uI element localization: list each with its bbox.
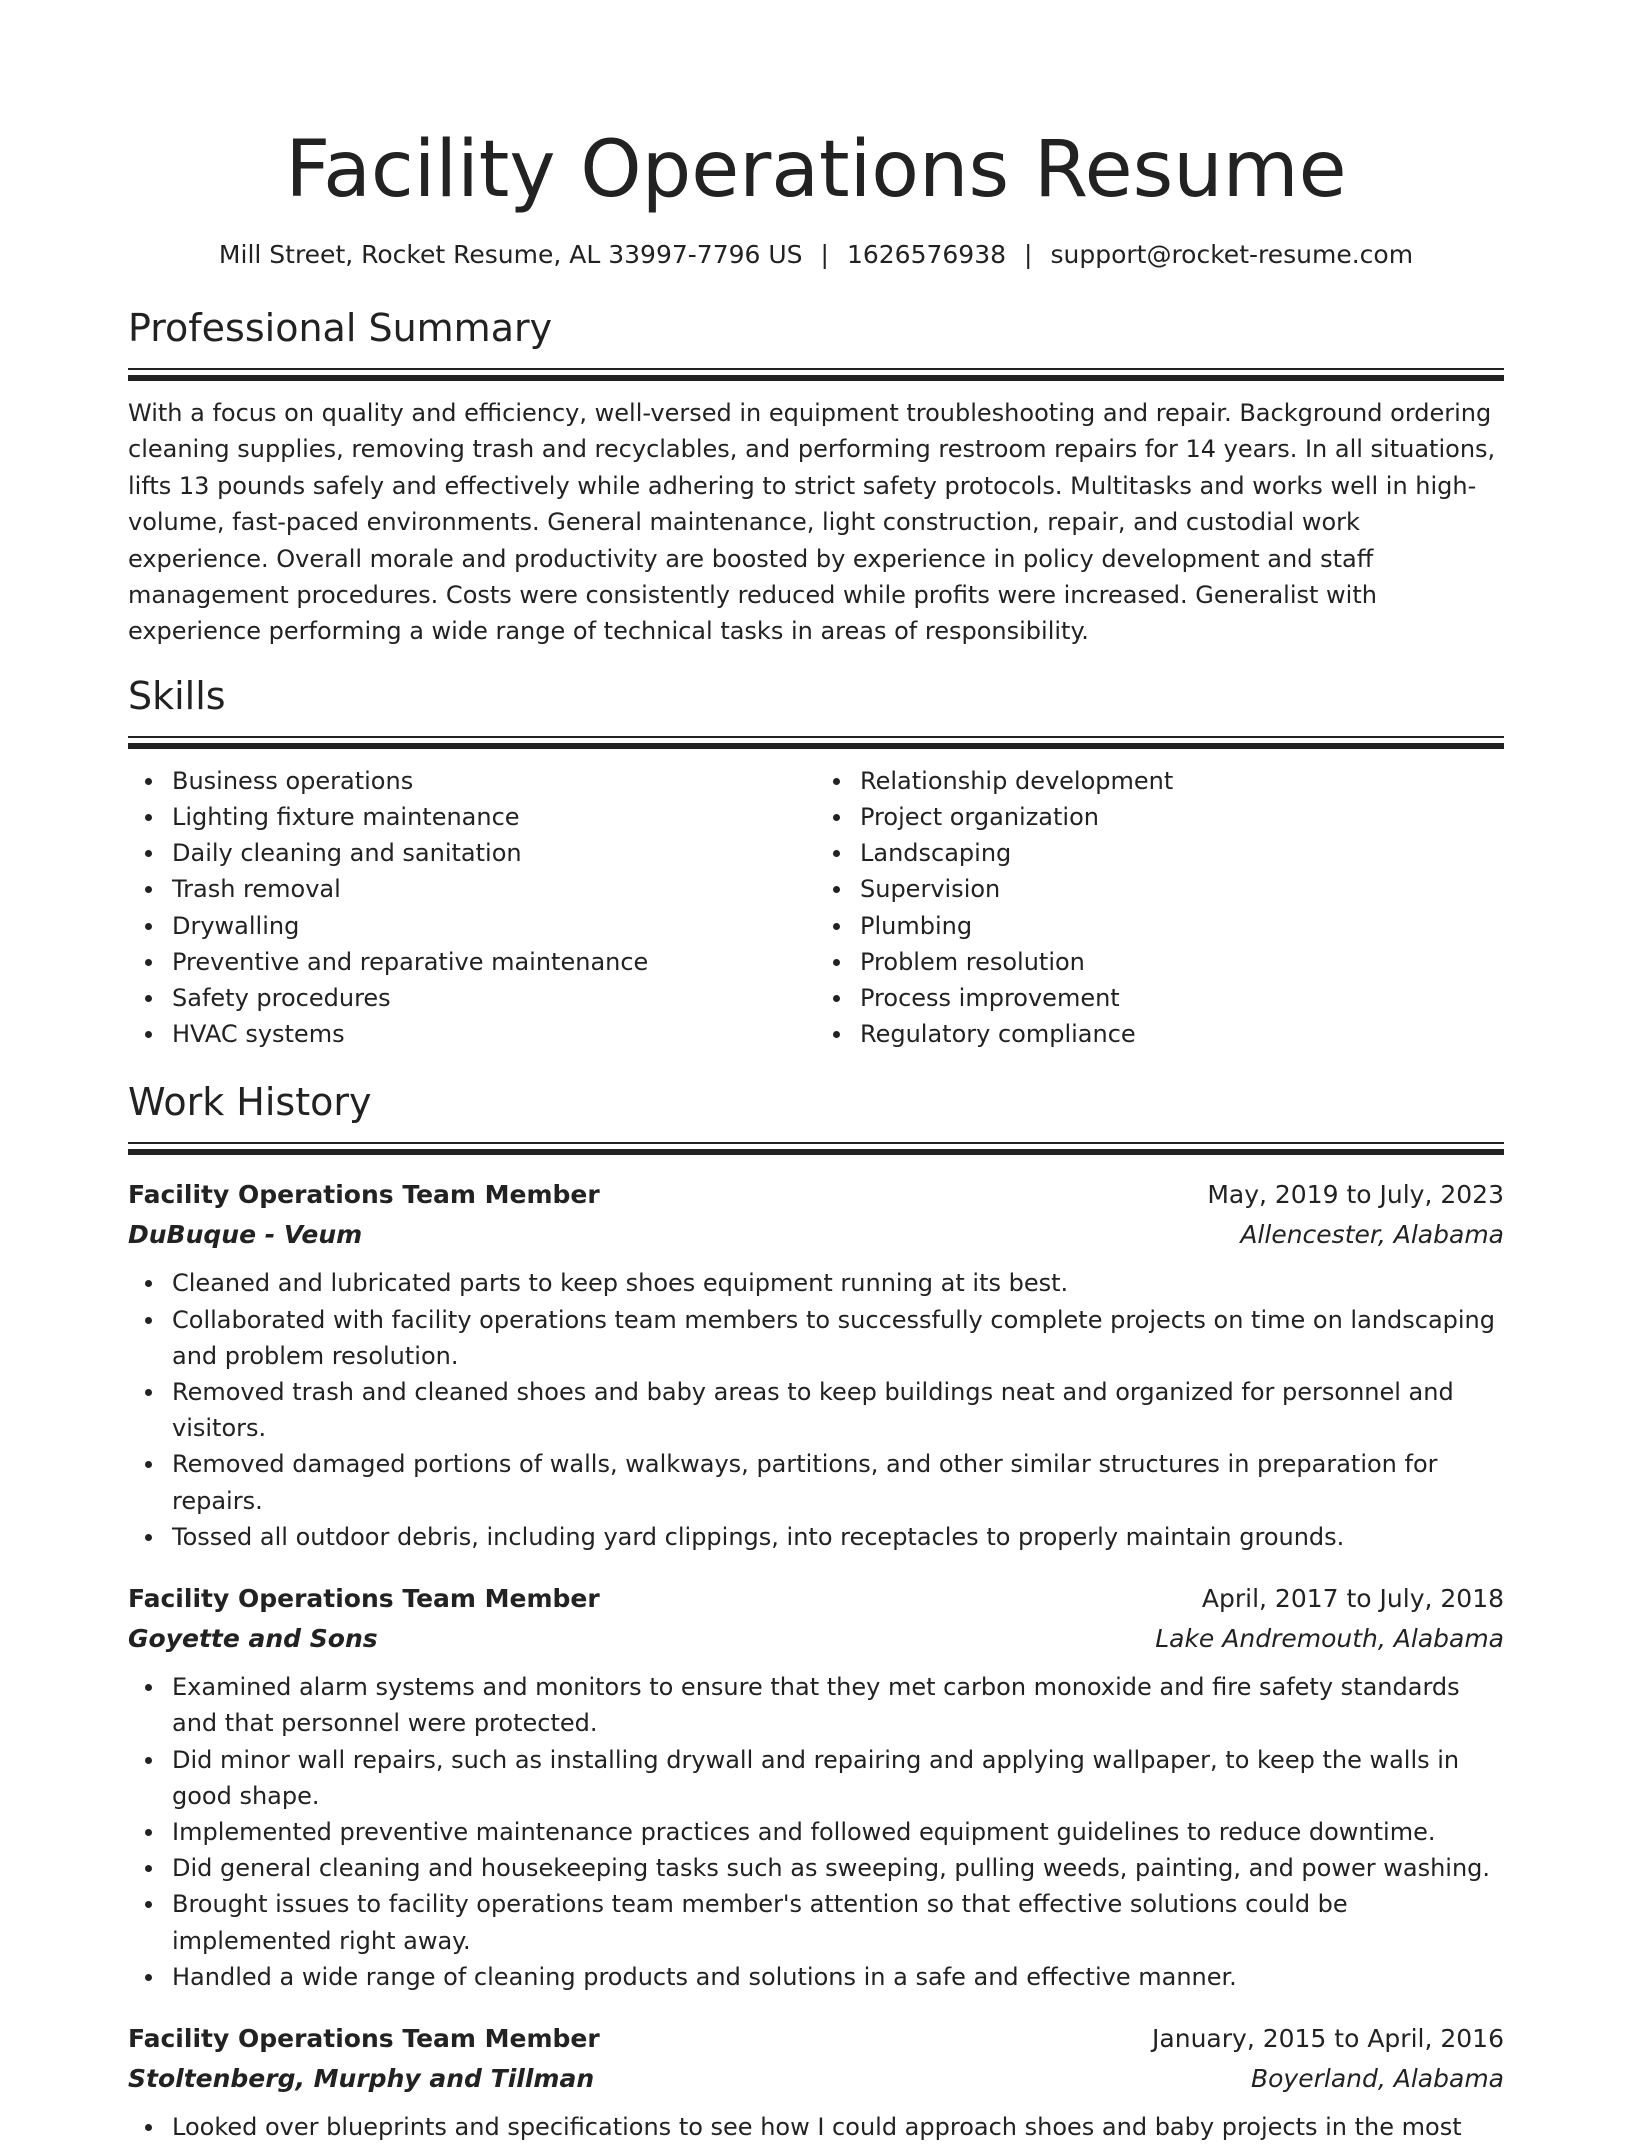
section-heading-summary: Professional Summary	[128, 306, 553, 350]
job-bullet: Did minor wall repairs, such as installing drywall and repairing and applying wallpaper, to keep the walls in good shape.	[172, 1742, 1504, 1814]
skill-item: Lighting fixture maintenance	[172, 799, 816, 835]
contact-line	[128, 238, 1504, 272]
job-title: Facility Operations Team Member	[128, 1584, 600, 1614]
job-entry	[128, 1175, 1504, 1555]
job-location: Lake Andremouth, Alabama	[1155, 1624, 1504, 1654]
section-rule	[128, 368, 1504, 381]
job-header-row	[128, 2019, 1504, 2059]
job-company-row	[128, 1619, 1504, 1659]
job-company-row	[128, 1215, 1504, 1255]
job-bullet: Looked over blueprints and specifications to see how I could approach shoes and baby projects in the most	[172, 2109, 1504, 2145]
job-company: Stoltenberg, Murphy and Tillman	[128, 2063, 595, 2093]
contact-address: Mill Street, Rocket Resume, AL 33997-7796 US	[218, 240, 803, 269]
job-bullet: Removed damaged portions of walls, walkways, partitions, and other similar structures in preparation for repairs.	[172, 1446, 1504, 1518]
job-bullets	[128, 1669, 1504, 1995]
job-bullet: Implemented preventive maintenance practices and followed equipment guidelines to reduce downtime.	[172, 1814, 1504, 1850]
section-heading-work: Work History	[128, 1080, 372, 1125]
job-location: Allencester, Alabama	[1240, 1220, 1504, 1250]
skill-item: Regulatory compliance	[860, 1016, 1504, 1052]
skill-item: Trash removal	[172, 871, 816, 907]
job-title: Facility Operations Team Member	[128, 2023, 600, 2053]
resume-page	[128, 120, 1504, 2145]
skill-item: Supervision	[860, 871, 1504, 907]
skill-item: Drywalling	[172, 908, 816, 944]
job-bullet: Did general cleaning and housekeeping tasks such as sweeping, pulling weeds, painting, and power washing.	[172, 1850, 1504, 1886]
job-dates: April, 2017 to July, 2018	[1201, 1584, 1504, 1614]
contact-phone: 1626576938	[846, 240, 1007, 269]
skill-item: Business operations	[172, 763, 816, 799]
contact-email: support@rocket-resume.com	[1050, 240, 1414, 269]
skill-item: Problem resolution	[860, 944, 1504, 980]
skill-item: Project organization	[860, 799, 1504, 835]
skills-list-left	[128, 763, 816, 1053]
skill-item: Plumbing	[860, 908, 1504, 944]
summary-text: With a focus on quality and efficiency, well-versed in equipment troubleshooting and repair. Background ordering cleaning supplies, removing trash and recyclables, and performing restroom repairs for 14 years. In all situations, lifts 13 pounds safely and effectively while adhering to strict safety protocols. Multitasks and works well in high-volume, fast-paced environments. General maintenance, light construction, repair, and custodial work experience. Overall morale and productivity are boosted by experience in policy development and staff management procedures. Costs were consistently reduced while profits were increased. Generalist with experience performing a wide range of technical tasks in areas of responsibility.	[128, 399, 1496, 646]
job-title: Facility Operations Team Member	[128, 1180, 600, 1210]
contact-separator: |	[1024, 240, 1033, 269]
job-header-row	[128, 1175, 1504, 1215]
job-bullet: Brought issues to facility operations team member's attention so that effective solutions could be implemented right away.	[172, 1886, 1504, 1958]
job-dates: May, 2019 to July, 2023	[1207, 1180, 1504, 1210]
job-header-row	[128, 1579, 1504, 1619]
skill-item: Daily cleaning and sanitation	[172, 835, 816, 871]
job-bullet: Handled a wide range of cleaning products and solutions in a safe and effective manner.	[172, 1959, 1504, 1995]
skills-section	[128, 672, 1504, 1053]
skills-columns	[128, 763, 1504, 1053]
job-dates: January, 2015 to April, 2016	[1152, 2023, 1504, 2053]
summary-section	[128, 304, 1504, 650]
skill-item: Process improvement	[860, 980, 1504, 1016]
job-list	[128, 1175, 1504, 2145]
job-bullet: Removed trash and cleaned shoes and baby areas to keep buildings neat and organized for personnel and visitors.	[172, 1374, 1504, 1446]
skills-list-right	[816, 763, 1504, 1053]
job-company-row	[128, 2059, 1504, 2099]
section-rule	[128, 1142, 1504, 1155]
job-company: Goyette and Sons	[128, 1624, 378, 1654]
job-bullets	[128, 2109, 1504, 2145]
skill-item: Safety procedures	[172, 980, 816, 1016]
job-bullet: Cleaned and lubricated parts to keep shoes equipment running at its best.	[172, 1265, 1504, 1301]
job-location: Boyerland, Alabama	[1250, 2063, 1504, 2093]
section-heading-skills: Skills	[128, 673, 226, 718]
job-bullet: Collaborated with facility operations team members to successfully complete projects on time on landscaping and problem resolution.	[172, 1302, 1504, 1374]
skill-item: Landscaping	[860, 835, 1504, 871]
skill-item: Relationship development	[860, 763, 1504, 799]
work-section	[128, 1078, 1504, 2145]
section-rule	[128, 736, 1504, 749]
job-entry	[128, 2019, 1504, 2145]
job-bullet: Tossed all outdoor debris, including yard clippings, into receptacles to properly maintain grounds.	[172, 1519, 1504, 1555]
skill-item: HVAC systems	[172, 1016, 816, 1052]
resume-title: Facility Operations Resume	[285, 125, 1347, 215]
job-bullet: Examined alarm systems and monitors to ensure that they met carbon monoxide and fire safety standards and that personnel were protected.	[172, 1669, 1504, 1741]
contact-separator: |	[820, 240, 829, 269]
job-entry	[128, 1579, 1504, 1995]
skill-item: Preventive and reparative maintenance	[172, 944, 816, 980]
job-company: DuBuque - Veum	[128, 1220, 363, 1250]
job-bullets	[128, 1265, 1504, 1555]
